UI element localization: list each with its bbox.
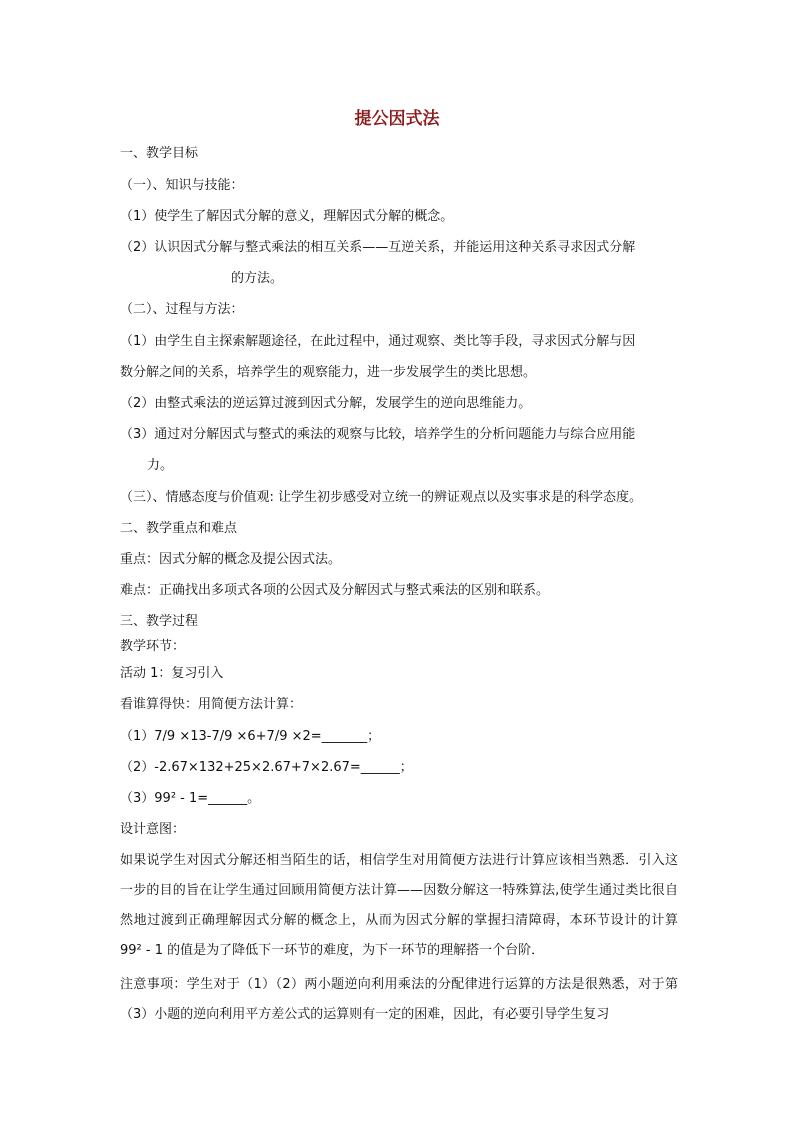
text-line: 看谁算得快：用简便方法计算： [120, 697, 303, 712]
text-line: 活动 1：复习引入 [120, 666, 224, 681]
text-line: （三）、情感态度与价值观: 让学生初步感受对立统一的辨证观点以及实事求是的科学态度。 [120, 490, 643, 505]
design-intent-paragraph: 如果说学生对因式分解还相当陌生的话，相信学生对用简便方法进行计算应该相当熟悉．引入这一步的目的旨在让学生通过回顾用简便方法计算——因数分解这一特殊算法,使学生通过类比很自然地过渡到正确理解因式分解的概念上，从而为因式分解的掌握扫清障碍，本环节设计的计算 99² - 1 的值是为了降低下一环节的难度，为下一环节的理解搭一个台阶． [120, 853, 678, 958]
document-title: 提公因式法 [354, 109, 440, 129]
text-line: （3）通过对分解因式与整式的乘法的观察与比较，培养学生的分析问题能力与综合应用能 [120, 427, 636, 442]
text-line: 的方法。 [231, 271, 284, 286]
exercise-line: （3）99² - 1=______。 [120, 791, 261, 806]
section-heading: 二、教学重点和难点 [120, 521, 238, 536]
text-line: 重点：因式分解的概念及提公因式法。 [120, 552, 342, 567]
text-line: 设计意图： [120, 822, 186, 837]
text-line: （1）使学生了解因式分解的意义，理解因式分解的概念。 [120, 209, 454, 224]
exercise-line: （1）7/9 ×13-7/9 ×6+7/9 ×2=_______； [120, 729, 381, 744]
text-line: 数分解之间的关系，培养学生的观察能力，进一步发展学生的类比思想。 [120, 365, 537, 380]
text-line: （1）由学生自主探索解题途径，在此过程中，通过观察、类比等手段，寻求因式分解与因 [120, 334, 636, 349]
text-line: 教学环节： [120, 639, 186, 654]
subsection-heading: （一）、知识与技能： [120, 178, 244, 193]
text-line: 难点：正确找出多项式各项的公因式及分解因式与整式乘法的区别和联系。 [120, 583, 550, 598]
notice-paragraph: 注意事项：学生对于（1）（2）两小题逆向利用乘法的分配律进行运算的方法是很熟悉，对于第（3）小题的逆向利用平方差公式的运算则有一定的困难，因此，有必要引导学生复习 [120, 977, 678, 1022]
subsection-heading: （二）、过程与方法： [120, 302, 244, 317]
section-heading: 三、教学过程 [120, 614, 199, 629]
text-line: 力。 [147, 458, 174, 473]
text-line: （2）认识因式分解与整式乘法的相互关系——互逆关系，并能运用这种关系寻求因式分解 [120, 240, 636, 255]
text-line: （2）由整式乘法的逆运算过渡到因式分解，发展学生的逆向思维能力。 [120, 396, 532, 411]
section-heading: 一、教学目标 [120, 146, 199, 161]
exercise-line: （2）-2.67×132+25×2.67+7×2.67=______； [120, 760, 413, 775]
